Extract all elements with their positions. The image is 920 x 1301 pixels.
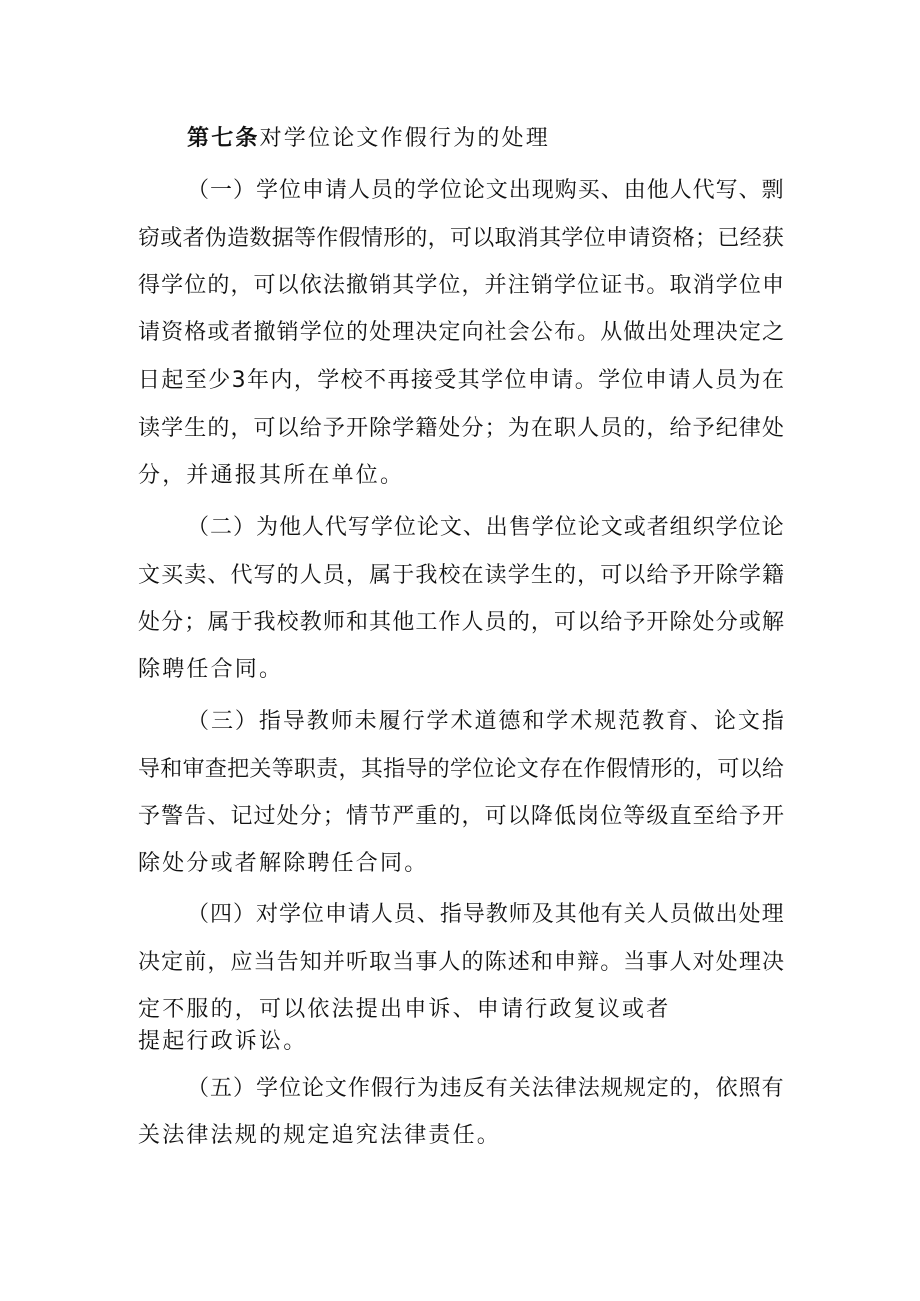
article-heading	[187, 124, 550, 154]
paragraph-2-line-4: 除聘任合同。	[138, 657, 284, 682]
article-number: 第七条	[187, 126, 260, 151]
paragraph-1-line-7: 分，并通报其所在单位。	[138, 463, 405, 488]
paragraph-2-line-2: 文 买 卖 、 代 写 的 人 员 ， 属 于 我 校 在 读 学 生 的 ， 可 以 给 予 开 除 学 籍	[138, 563, 784, 588]
paragraph-3-line-3: 予 警 告 、 记 过 处 分 ； 情 节 严 重 的 ， 可 以 降 低 岗 位 等 级 直 至 给 予 开	[138, 804, 784, 829]
paragraph-1-line-3: 得 学 位 的 ， 可 以 依 法 撤 销 其 学 位 ， 并 注 销 学 位 证 书 。 取 消 学 位 申	[138, 273, 784, 298]
paragraph-4-line-1: （ 四 ） 对 学 位 申 请 人 员 、 指 导 教 师 及 其 他 有 关 人 员 做 出 处 理	[187, 902, 784, 927]
paragraph-5-line-1: （ 五 ） 学 位 论 文 作 假 行 为 违 反 有 关 法 律 法 规 规 定 的 ， 依 照 有	[187, 1076, 784, 1101]
paragraph-1-line-2: 窃 或 者 伪 造 数 据 等 作 假 情 形 的 ， 可 以 取 消 其 学 位 申 请 资 格 ； 已 经 获	[138, 226, 784, 251]
paragraph-1-line-4: 请 资 格 或 者 撤 销 学 位 的 处 理 决 定 向 社 会 公 布 。 从 做 出 处 理 决 定 之	[138, 320, 784, 345]
paragraph-1-line-5: 日 起 至 少 3 年 内 ， 学 校 不 再 接 受 其 学 位 申 请 。 学 位 申 请 人 员 为 在	[138, 368, 784, 393]
article-title: 对学位论文作假行为的处理	[259, 126, 551, 151]
paragraph-3-line-2: 导 和 审 查 把 关 等 职 责 ， 其 指 导 的 学 位 论 文 存 在 作 假 情 形 的 ， 可 以 给	[138, 757, 784, 782]
paragraph-3-line-4: 除处分或者解除聘任合同。	[138, 851, 429, 876]
paragraph-4-line-3: 定不服的，可以依法提出申诉、申请行政复议或者	[138, 997, 671, 1022]
paragraph-1-line-6: 读 学 生 的 ， 可 以 给 予 开 除 学 籍 处 分 ； 为 在 职 人 员 的 ， 给 予 纪 律 处	[138, 416, 784, 441]
paragraph-5-line-2: 关法律法规的规定追究法律责任。	[138, 1123, 502, 1148]
paragraph-4-line-2: 决 定 前 ， 应 当 告 知 并 听 取 当 事 人 的 陈 述 和 申 辩 。 当 事 人 对 处 理 决	[138, 950, 784, 975]
paragraph-1-line-1: （ 一 ） 学 位 申 请 人 员 的 学 位 论 文 出 现 购 买 、 由 他 人 代 写 、 剽	[187, 178, 784, 203]
paragraph-4-line-4: 提起行政诉讼。	[138, 1029, 308, 1054]
paragraph-3-line-1: （ 三 ） 指 导 教 师 未 履 行 学 术 道 德 和 学 术 规 范 教 育 、 论 文 指	[187, 709, 784, 734]
paragraph-2-line-1: （ 二 ） 为 他 人 代 写 学 位 论 文 、 出 售 学 位 论 文 或 者 组 织 学 位 论	[187, 515, 784, 540]
paragraph-2-line-3: 处 分 ； 属 于 我 校 教 师 和 其 他 工 作 人 员 的 ， 可 以 给 予 开 除 处 分 或 解	[138, 610, 784, 635]
